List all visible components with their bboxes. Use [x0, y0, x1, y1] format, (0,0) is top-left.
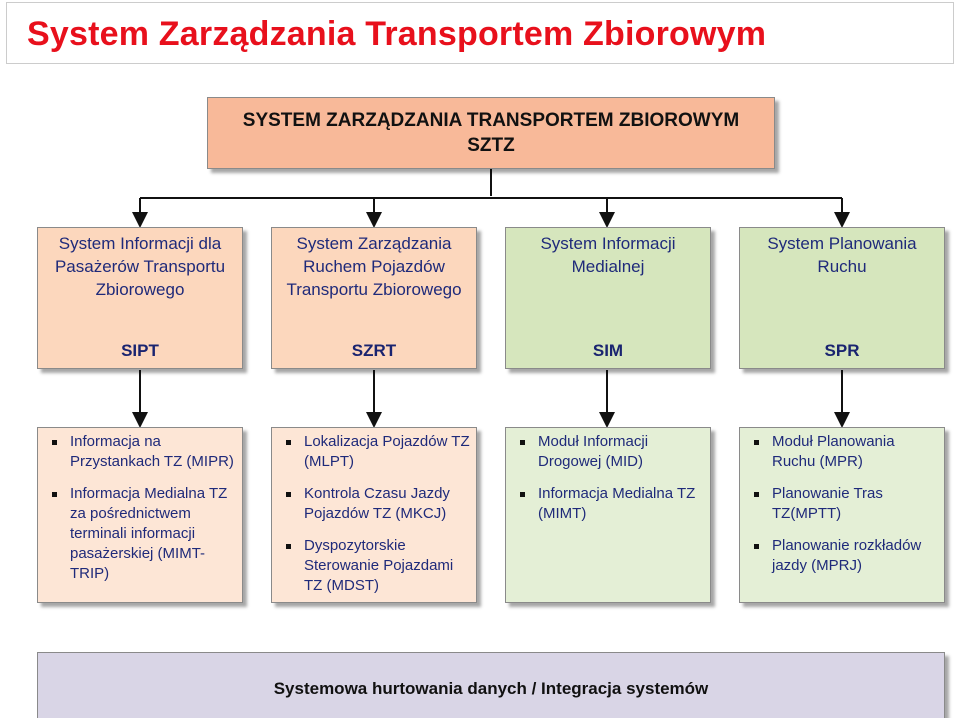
sztz-abbr: SZTZ: [467, 135, 515, 156]
system-abbr: SPR: [824, 341, 860, 360]
module-line: Pojazdów TZ (MKCJ): [304, 505, 447, 522]
module-line: Dyspozytorskie: [304, 537, 406, 554]
module-line: (MIMT): [538, 505, 587, 522]
system-box-spr: [739, 227, 945, 369]
module-line: Planowanie rozkładów: [772, 537, 922, 554]
system-abbr: SZRT: [351, 341, 397, 360]
modules-box-spr: [739, 427, 945, 603]
sztz-title: SYSTEM ZARZĄDZANIA TRANSPORTEM ZBIOROWYM: [242, 110, 740, 131]
module-line: Planowanie Tras: [772, 485, 883, 502]
module-line: TRIP): [70, 565, 110, 582]
system-name-line: Pasażerów Transportu: [54, 257, 226, 276]
module-item: [520, 432, 704, 472]
modules-box-szrt: [271, 427, 477, 603]
module-line: TZ(MPTT): [772, 505, 842, 522]
system-name-line: Zbiorowego: [95, 280, 185, 299]
system-box-sipt: [37, 227, 243, 369]
module-item: [286, 432, 470, 472]
system-name-line: System Informacji dla: [58, 234, 222, 253]
system-box-szrt: [271, 227, 477, 369]
module-item: [52, 484, 236, 584]
system-name-line: Transportu Zbiorowego: [286, 280, 462, 299]
system-name-line: Medialnej: [571, 257, 645, 276]
module-item: [754, 536, 938, 576]
module-line: Informacja Medialna TZ: [538, 485, 696, 502]
module-item: [754, 432, 938, 472]
module-line: (MLPT): [304, 453, 354, 470]
system-name-line: Ruchu: [817, 257, 867, 276]
module-line: Moduł Informacji: [538, 433, 649, 450]
system-name-line: System Zarządzania: [296, 234, 452, 253]
module-line: Lokalizacja Pojazdów TZ: [304, 433, 470, 450]
module-line: TZ (MDST): [304, 577, 379, 594]
sztz-box: [207, 97, 775, 169]
system-abbr: SIM: [592, 341, 624, 360]
module-line: Moduł Planowania: [772, 433, 895, 450]
modules-box-sim: [505, 427, 711, 603]
system-name-line: System Informacji: [540, 234, 676, 253]
data-warehouse-box: [37, 652, 945, 718]
system-name-line: System Planowania: [767, 234, 917, 253]
module-line: Sterowanie Pojazdami: [304, 557, 454, 574]
page-title: System Zarządzania Transportem Zbiorowym: [27, 15, 767, 53]
module-item: [286, 536, 470, 596]
module-line: Ruchu (MPR): [772, 453, 863, 470]
module-line: jazdy (MPRJ): [772, 557, 863, 574]
module-line: pasażerskiej (MIMT-: [70, 545, 206, 562]
module-item: [52, 432, 236, 472]
system-box-sim: [505, 227, 711, 369]
system-abbr: SIPT: [121, 341, 159, 360]
module-line: Drogowej (MID): [538, 453, 644, 470]
module-line: Przystankach TZ (MIPR): [70, 453, 234, 470]
module-line: za pośrednictwem: [70, 505, 191, 522]
module-line: terminali informacji: [70, 525, 196, 542]
module-item: [754, 484, 938, 524]
system-name-line: Ruchem Pojazdów: [303, 257, 445, 276]
data-warehouse-label: Systemowa hurtowania danych / Integracja systemów: [273, 678, 709, 698]
module-item: [520, 484, 704, 524]
module-line: Kontrola Czasu Jazdy: [304, 485, 450, 502]
module-line: Informacja Medialna TZ: [70, 485, 228, 502]
modules-box-sipt: [37, 427, 243, 603]
module-item: [286, 484, 470, 524]
module-line: Informacja na: [70, 433, 161, 450]
